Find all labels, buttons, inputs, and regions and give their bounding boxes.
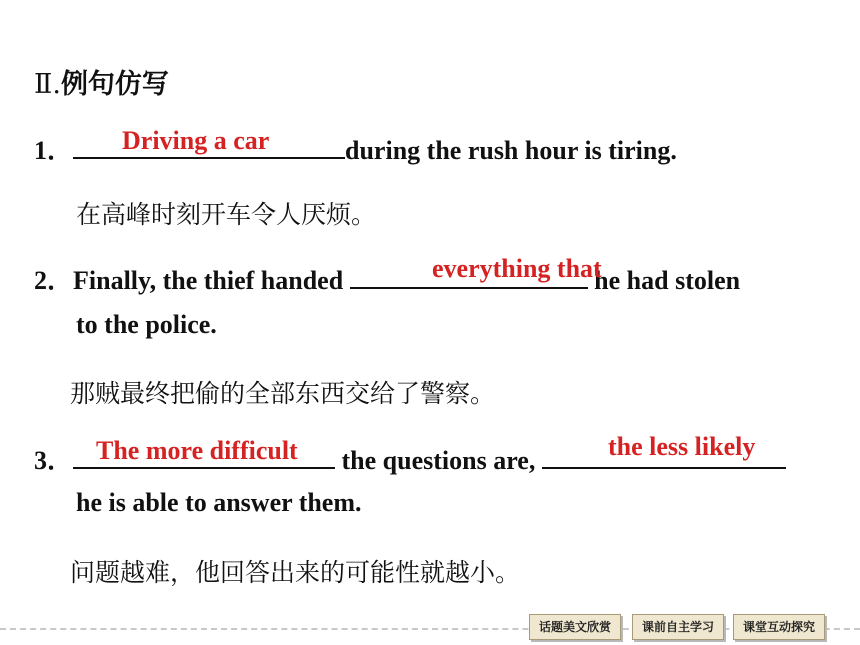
item-3-translation: 问题越难，他回答出来的可能性就越小。 [70, 558, 521, 587]
nav-button-in-class-exploration[interactable]: 课堂互动探究 [733, 614, 825, 640]
footer-divider [0, 628, 860, 630]
section-heading [34, 62, 169, 101]
nav-button-pre-class-study[interactable]: 课前自主学习 [632, 614, 724, 640]
item-2-prefix: Finally, the thief handed [73, 266, 344, 295]
item-1-number: 1． [34, 136, 74, 165]
item-1-translation: 在高峰时刻开车令人厌烦。 [76, 200, 377, 229]
item-3-line2: he is able to answer them. [76, 488, 362, 517]
item-3-answer-2: the less likely [608, 432, 756, 461]
item-1-answer: Driving a car [122, 126, 270, 155]
item-2-translation: 那贼最终把偷的全部东西交给了警察。 [70, 379, 496, 408]
item-2-number: 2． [34, 266, 74, 295]
item-2-answer: everything that [432, 254, 602, 283]
section-title: 例句仿写 [60, 69, 169, 100]
item-2-sentence [34, 260, 740, 297]
item-3-mid: the questions are, [341, 446, 536, 475]
item-2-line2: to the police. [76, 310, 217, 339]
section-roman-numeral: Ⅱ. [34, 69, 61, 100]
item-1-rest: during the rush hour is tiring. [345, 136, 677, 165]
nav-button-topic-reading[interactable]: 话题美文欣赏 [529, 614, 621, 640]
item-3-answer-1: The more difficult [96, 436, 298, 465]
item-2-suffix: he had stolen [594, 266, 741, 295]
item-3-number: 3． [34, 446, 74, 475]
